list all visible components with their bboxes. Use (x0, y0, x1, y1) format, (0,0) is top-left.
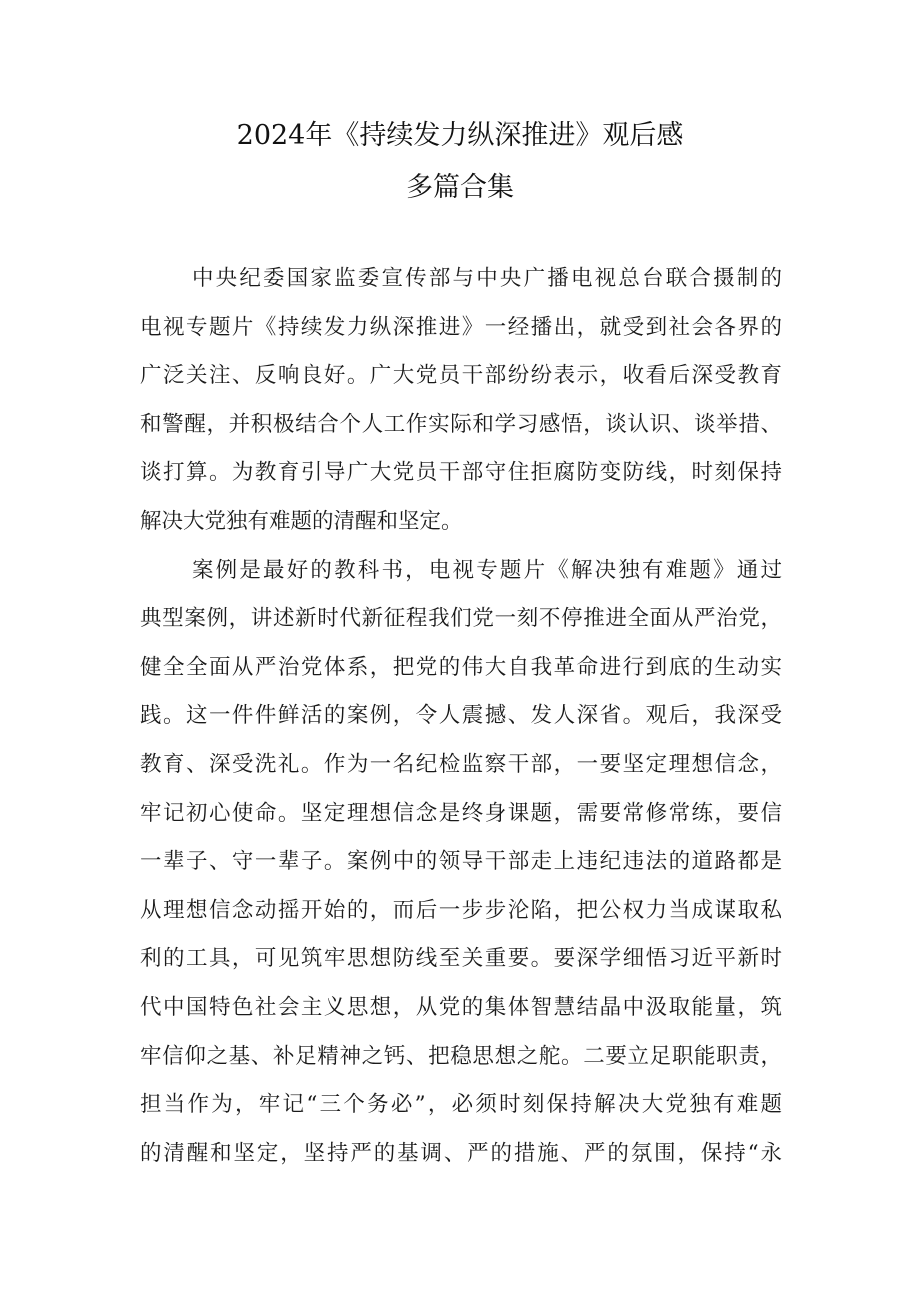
text-line: 典型案例，讲述新时代新征程我们党一刻不停推进全面从严治党， (140, 606, 782, 632)
title-line-1: 2024年《持续发力纵深推进》观后感 (236, 120, 684, 151)
text-line: 践。这一件件鲜活的案例，令人震撼、发人深省。观后，我深受 (140, 703, 782, 729)
text-line: 一辈子、守一辈子。案例中的领导干部走上违纪违法的道路都是 (140, 849, 782, 875)
text-line: 广泛关注、反响良好。广大党员干部纷纷表示，收看后深受教育 (140, 363, 782, 389)
text-line: 谈打算。为教育引导广大党员干部守住拒腐防变防线，时刻保持 (140, 460, 782, 486)
text-line: 的清醒和坚定，坚持严的基调、严的措施、严的氛围，保持“永 (140, 1140, 782, 1166)
document-body (140, 255, 782, 1178)
text-line: 牢记初心使命。坚定理想信念是终身课题，需要常修常练，要信 (140, 800, 782, 826)
text-line: 从理想信念动摇开始的，而后一步步沦陷，把公权力当成谋取私 (140, 897, 782, 923)
title-line-2: 多篇合集 (406, 172, 514, 203)
text-line: 代中国特色社会主义思想，从党的集体智慧结晶中汲取能量，筑 (140, 994, 782, 1020)
text-line: 和警醒，并积极结合个人工作实际和学习感悟，谈认识、谈举措、 (140, 411, 782, 437)
document-title (0, 110, 920, 214)
text-line: 担当作为，牢记“三个务必”，必须时刻保持解决大党独有难题 (140, 1092, 782, 1118)
text-line: 利的工具，可见筑牢思想防线至关重要。要深学细悟习近平新时 (140, 946, 782, 972)
text-line: 健全全面从严治党体系，把党的伟大自我革命进行到底的生动实 (140, 654, 782, 680)
text-line: 教育、深受洗礼。作为一名纪检监察干部，一要坚定理想信念， (140, 751, 782, 777)
text-line: 中央纪委国家监委宣传部与中央广播电视总台联合摄制的 (192, 266, 782, 291)
text-line: 牢信仰之基、补足精神之钙、把稳思想之舵。二要立足职能职责， (140, 1043, 782, 1069)
text-line: 解决大党独有难题的清醒和坚定。 (140, 508, 463, 534)
text-line: 电视专题片《持续发力纵深推进》一经播出，就受到社会各界的 (140, 314, 782, 340)
text-line: 案例是最好的教科书，电视专题片《解决独有难题》通过 (192, 557, 782, 583)
